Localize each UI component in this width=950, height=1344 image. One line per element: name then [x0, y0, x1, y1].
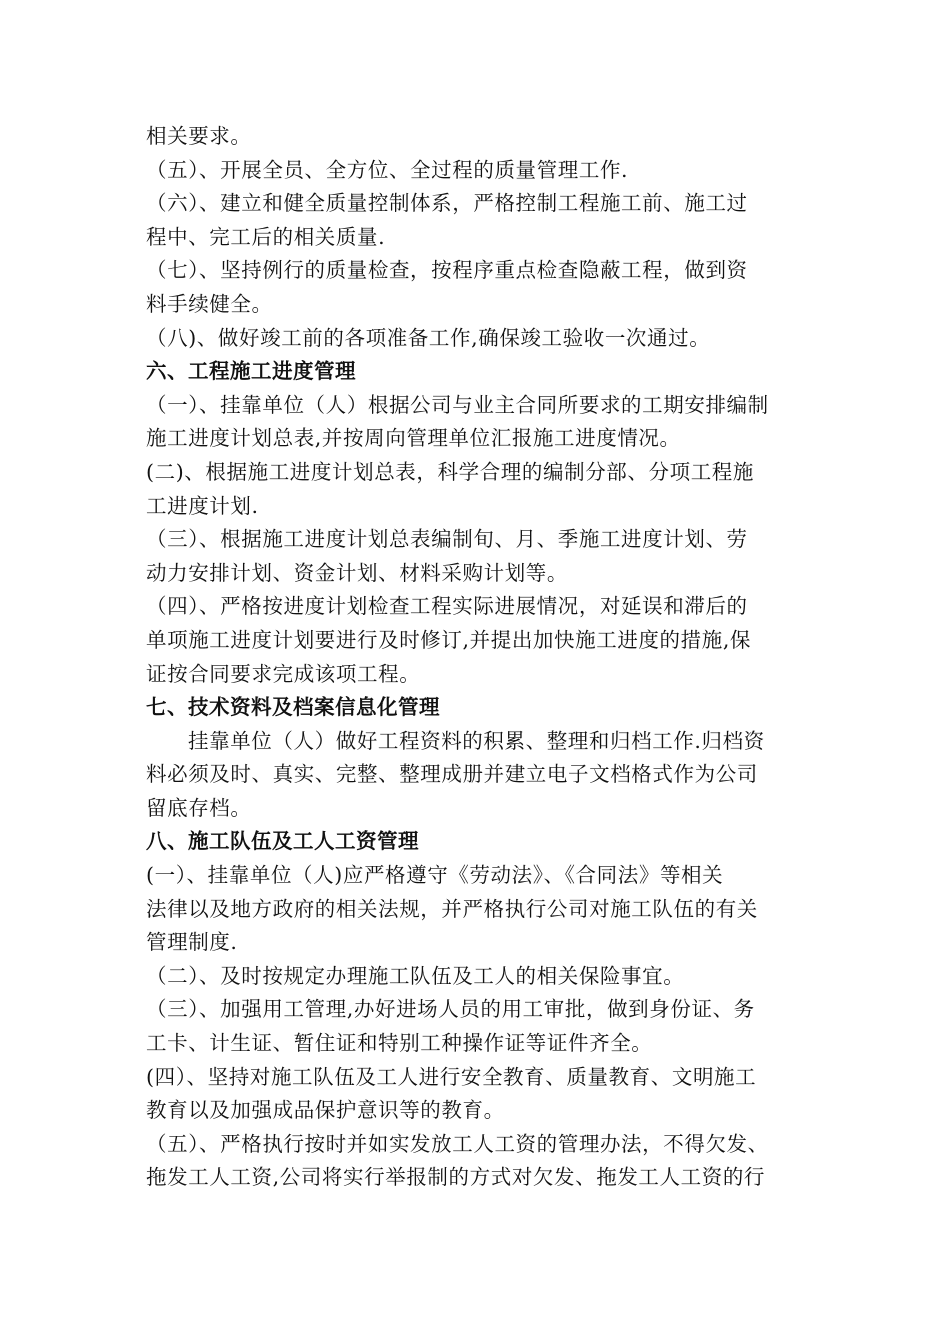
text-line: 工卡、计生证、暂住证和特别工种操作证等证件齐全。	[146, 1031, 653, 1056]
text-line: 法律以及地方政府的相关法规，并严格执行公司对施工队伍的有关	[146, 896, 758, 921]
text-line: (四）、坚持对施工队伍及工人进行安全教育、质量教育、文明施工	[146, 1064, 757, 1089]
text-line: （五）、开展全员、全方位、全过程的质量管理工作.	[146, 157, 629, 182]
text-line: 拖发工人工资,公司将实行举报制的方式对欠发、拖发工人工资的行	[146, 1165, 766, 1190]
text-line: (二)、根据施工进度计划总表，科学合理的编制分部、分项工程施	[146, 459, 754, 484]
text-line: 料手续健全。	[146, 291, 273, 316]
section-heading: 六、工程施工进度管理	[146, 359, 356, 384]
text-line: (一）、挂靠单位（人)应严格遵守《劳动法》、《合同法》等相关	[146, 863, 724, 888]
text-line: （七）、坚持例行的质量检查，按程序重点检查隐蔽工程，做到资	[146, 258, 748, 283]
text-line: 程中、完工后的相关质量.	[146, 224, 386, 249]
text-line: 相关要求。	[146, 124, 252, 148]
text-line: 工进度计划.	[146, 493, 259, 518]
text-line: 留底存档。	[146, 795, 252, 820]
text-line: （三）、根据施工进度计划总表编制旬、月、季施工进度计划、劳	[146, 527, 748, 552]
text-line: （五）、严格执行按时并如实发放工人工资的管理办法，不得欠发、	[146, 1131, 769, 1156]
text-line: 施工进度计划总表,并按周向管理单位汇报施工进度情况。	[146, 426, 681, 451]
text-line: 动力安排计划、资金计划、材料采购计划等。	[146, 560, 568, 585]
text-line: 管理制度.	[146, 930, 238, 955]
section-heading: 七、技术资料及档案信息化管理	[146, 695, 440, 720]
text-line: 证按合同要求完成该项工程。	[146, 661, 421, 686]
text-line: （六）、建立和健全质量控制体系，严格控制工程施工前、施工过	[146, 191, 748, 216]
text-line: 教育以及加强成品保护意识等的教育。	[146, 1098, 505, 1123]
text-line: 料必须及时、真实、完整、整理成册并建立电子文档格式作为公司	[146, 762, 758, 787]
text-line: （二）、及时按规定办理施工队伍及工人的相关保险事宜。	[146, 963, 685, 988]
section-heading: 八、施工队伍及工人工资管理	[146, 829, 419, 854]
text-line: （四）、严格按进度计划检查工程实际进展情况，对延误和滞后的	[146, 594, 748, 619]
text-line: 单项施工进度计划要进行及时修订,并提出加快施工进度的措施,保	[146, 627, 752, 652]
text-line: （八)、做好竣工前的各项准备工作,确保竣工验收一次通过。	[146, 325, 711, 350]
text-line: 挂靠单位（人）做好工程资料的积累、整理和归档工作.归档资	[188, 728, 765, 753]
text-line: （一）、挂靠单位（人）根据公司与业主合同所要求的工期安排编制	[146, 392, 769, 417]
document-body	[146, 120, 836, 1195]
text-line: （三）、加强用工管理,办好进场人员的用工审批，做到身份证、务	[146, 997, 755, 1022]
